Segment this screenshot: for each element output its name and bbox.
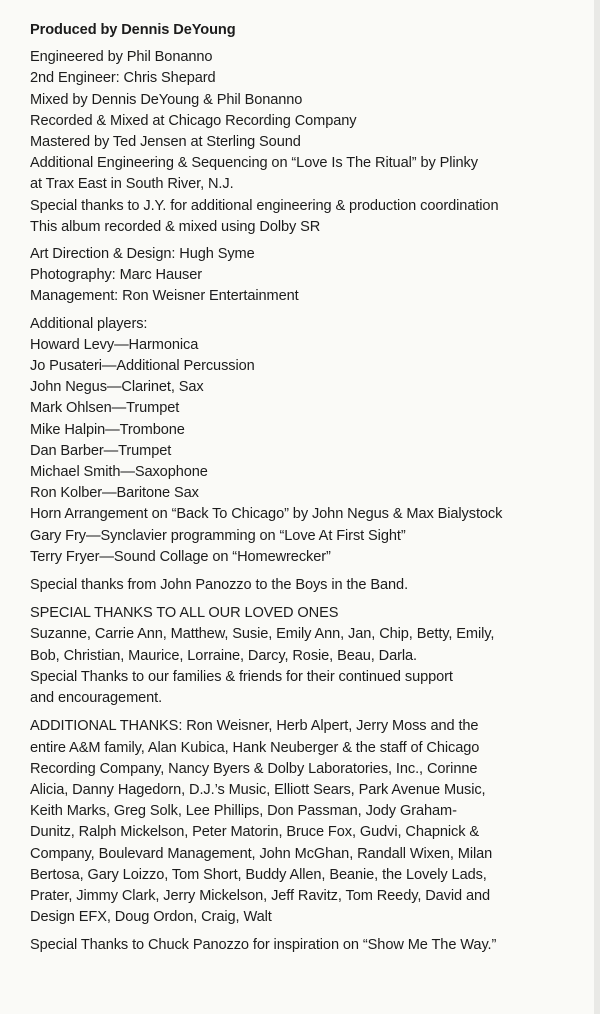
player-line: Mike Halpin—Trombone [30, 421, 185, 438]
thanks-line: Special Thanks to our families & friends for their continued support [30, 668, 453, 685]
additional-thanks [30, 716, 586, 928]
credit-line: Special thanks to J.Y. for additional engineering & production coordination [30, 197, 499, 214]
player-line: Mark Ohlsen—Trumpet [30, 400, 180, 417]
thanks-line: Prater, Jimmy Clark, Jerry Mickelson, Jeff Ravitz, Tom Reedy, David and [30, 887, 491, 904]
thanks-line: Keith Marks, Greg Solk, Lee Phillips, Don Passman, Jody Graham- [30, 803, 457, 820]
credit-line: This album recorded & mixed using Dolby SR [30, 218, 321, 235]
credit-line: 2nd Engineer: Chris Shepard [30, 70, 216, 87]
player-line: Gary Fry—Synclavier programming on “Love At First Sight” [30, 527, 406, 544]
thanks-heading: SPECIAL THANKS TO ALL OUR LOVED ONES [30, 605, 339, 622]
player-line: Terry Fryer—Sound Collage on “Homewrecker” [30, 548, 331, 565]
thanks-line: Alicia, Danny Hagedorn, D.J.’s Music, Elliott Sears, Park Avenue Music, [30, 781, 486, 798]
player-line: Howard Levy—Harmonica [30, 336, 199, 353]
thanks-line: Bob, Christian, Maurice, Lorraine, Darcy, Rosie, Beau, Darla. [30, 647, 418, 664]
player-line: Ron Kolber—Baritone Sax [30, 485, 199, 502]
thanks-line: ADDITIONAL THANKS: Ron Weisner, Herb Alpert, Jerry Moss and the [30, 718, 479, 735]
additional-players [30, 314, 586, 568]
thanks-line: Recording Company, Nancy Byers & Dolby Laboratories, Inc., Corinne [30, 760, 478, 777]
art-credits [30, 244, 586, 308]
liner-notes-text [30, 20, 586, 957]
thanks-line: Dunitz, Ralph Mickelson, Peter Matorin, Bruce Fox, Gudvi, Chapnick & [30, 824, 480, 841]
credit-line: Additional Engineering & Sequencing on “Love Is The Ritual” by Plinky [30, 155, 478, 172]
credit-line: Photography: Marc Hauser [30, 267, 202, 284]
players-heading: Additional players: [30, 315, 148, 332]
thanks-line: Company, Boulevard Management, John McGhan, Randall Wixen, Milan [30, 845, 493, 862]
thanks-line: and encouragement. [30, 690, 163, 707]
engineering-credits [30, 47, 586, 238]
producer-credit: Produced by Dennis DeYoung [30, 22, 236, 38]
player-line: John Negus—Clarinet, Sax [30, 379, 204, 396]
player-line: Michael Smith—Saxophone [30, 464, 208, 481]
credit-line: Management: Ron Weisner Entertainment [30, 288, 299, 305]
chuck-thanks: Special Thanks to Chuck Panozzo for inspiration on “Show Me The Way.” [30, 937, 497, 954]
thanks-line: Design EFX, Doug Ordon, Craig, Walt [30, 909, 272, 926]
player-line: Jo Pusateri—Additional Percussion [30, 358, 255, 375]
player-line: Horn Arrangement on “Back To Chicago” by John Negus & Max Bialystock [30, 506, 503, 523]
thanks-line: Bertosa, Gary Loizzo, Tom Short, Buddy Allen, Beanie, the Lovely Lads, [30, 866, 487, 883]
panozzo-thanks: Special thanks from John Panozzo to the Boys in the Band. [30, 577, 409, 594]
player-line: Dan Barber—Trumpet [30, 442, 172, 459]
credit-line: at Trax East in South River, N.J. [30, 176, 234, 193]
credit-line: Art Direction & Design: Hugh Syme [30, 246, 255, 263]
credit-line: Mastered by Ted Jensen at Sterling Sound [30, 134, 301, 151]
thanks-line: Suzanne, Carrie Ann, Matthew, Susie, Emily Ann, Jan, Chip, Betty, Emily, [30, 626, 495, 643]
credit-line: Mixed by Dennis DeYoung & Phil Bonanno [30, 91, 303, 108]
loved-ones-thanks [30, 603, 586, 709]
credit-line: Recorded & Mixed at Chicago Recording Company [30, 112, 357, 129]
thanks-line: entire A&M family, Alan Kubica, Hank Neuberger & the staff of Chicago [30, 739, 480, 756]
credit-line: Engineered by Phil Bonanno [30, 49, 213, 66]
